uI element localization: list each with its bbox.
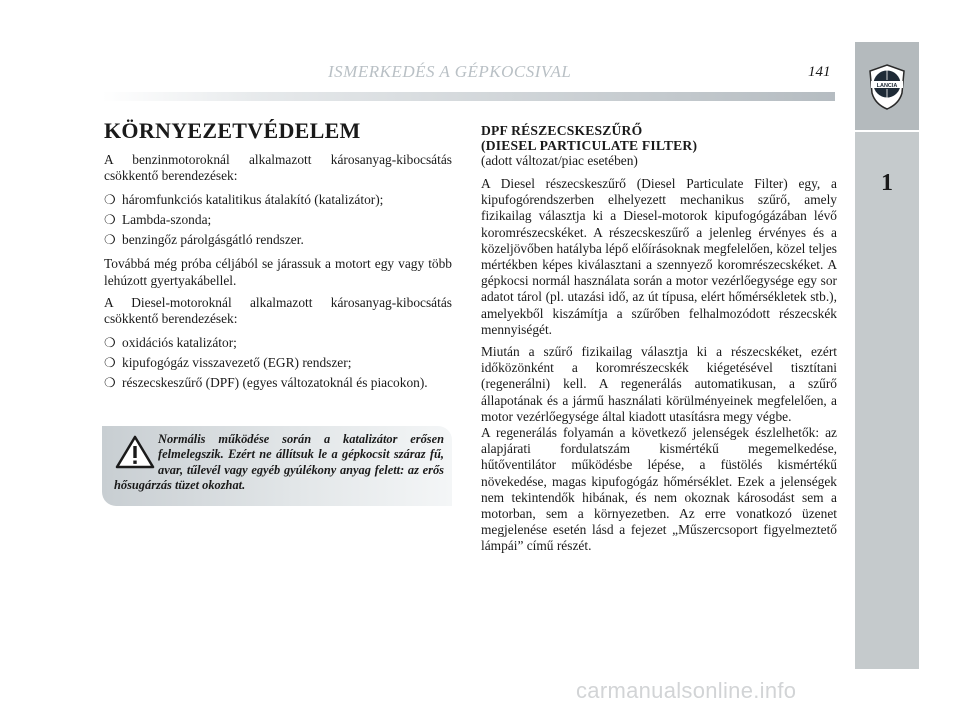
logo-text: LANCIA xyxy=(876,83,898,89)
watermark: carmanualsonline.info xyxy=(576,678,797,703)
side-tab-divider xyxy=(855,130,919,132)
dpf-title-line1: DPF RÉSZECSKESZŰRŐ xyxy=(481,123,643,138)
dpf-paragraph: A Diesel részecskeszűrő (Diesel Particulate Filter) egy, a kipufogórendszerben elhelyezett mechanikus szűrő, amely fizikailag választja ki a Diesel-motorok kipufogógázában lévő koromrészecskéket. A részecskeszűrő a jelenleg érvényes és a közeljövőben hatályba lépő előírásoknak megfelelően, közel teljes mértékben képes kiválasztani a szennyező koromrészecskéket. A gépkocsi normál használata során a motor vezérlőegysége egy sor adatot tárol (pl. utazási idő, az út típusa, elért hőmérsékletek stb.), amelyekből kiszámítja a szűrőben felhalmozódott részecskék mennyiségét. xyxy=(481,176,837,337)
dpf-title-line2: (DIESEL PARTICULATE FILTER) xyxy=(481,138,698,153)
bullet-icon: ❍ xyxy=(104,192,116,208)
bullet-icon: ❍ xyxy=(104,232,116,248)
header-rule xyxy=(102,92,835,101)
list-item: ❍ háromfunkciós katalitikus átalakító (katalizátor); xyxy=(104,190,452,210)
left-column xyxy=(104,118,452,399)
dpf-subtitle: (adott változat/piac esetében) xyxy=(481,153,638,168)
intro-diesel: A Diesel-motoroknál alkalmazott károsanyag-kibocsátás csökkentő berendezések: xyxy=(104,294,452,327)
list-item: ❍ Lambda-szonda; xyxy=(104,210,452,230)
bullet-icon: ❍ xyxy=(104,335,116,351)
logo-box xyxy=(855,42,919,130)
bullet-icon: ❍ xyxy=(104,375,116,391)
chapter-number: 1 xyxy=(881,170,893,196)
dpf-paragraph: A regenerálás folyamán a következő jelenségek észlelhetők: az alapjárati fordulatszám kismértékű megemelkedése, hűtőventilátor működésbe lépése, a füstölés kismértékű növekedése, magas kipufogógáz hőmérséklet. Ezek a jelenségek nem tekintendők hibának, és nem okoznak károsodást sem a motorban, sem a környezetben. Az erre vonatkozó üzenet megjelenése esetén lásd a fejezet „Műszercsoport figyelmeztető lámpái” című részét. xyxy=(481,425,837,554)
bullet-icon: ❍ xyxy=(104,212,116,228)
chapter-side-tab[interactable] xyxy=(855,42,919,669)
intro-petrol: A benzinmotoroknál alkalmazott károsanyag-kibocsátás csökkentő berendezések: xyxy=(104,152,452,184)
diesel-devices-list xyxy=(104,333,452,393)
list-item: ❍ kipufogógáz visszavezető (EGR) rendszer; xyxy=(104,353,452,373)
warning-box xyxy=(102,426,452,506)
page-header-title: ISMERKEDÉS A GÉPKOCSIVAL xyxy=(328,62,572,81)
warning-text: Normális működése során a katalizátor erősen felmelegszik. Ezért ne állítsuk le a gépkocsit száraz fű, avar, tűlevél vagy egyéb gyúlékony anyag felett: az erős hősugárzás tüzet okozhat. xyxy=(114,432,444,493)
list-item: ❍ benzingőz párolgásgátló rendszer. xyxy=(104,230,452,250)
list-item: ❍ oxidációs katalizátor; xyxy=(104,333,452,353)
section-title: KÖRNYEZETVÉDELEM xyxy=(104,118,361,143)
lancia-logo-icon xyxy=(866,63,908,111)
dpf-paragraph: Miután a szűrő fizikailag választja ki a részecskéket, ezért időközönként a koromrészecskék kiégetésével tisztítani (regenerálni) kell. A regenerálás automatikusan, a szűrő állapotának és a jármű használati körülményeinek megfelelően, a motor vezérlőegysége által kiadott utasításra megy végbe. xyxy=(481,344,837,424)
right-column xyxy=(481,123,837,561)
page-number: 141 xyxy=(808,64,831,80)
petrol-devices-list xyxy=(104,190,452,250)
list-item: ❍ részecskeszűrő (DPF) (egyes változatoknál és piacokon). xyxy=(104,373,452,393)
note-test: Továbbá még próba céljából se járassuk a motort egy vagy több lehúzott gyertyakábellel. xyxy=(104,256,452,288)
bullet-icon: ❍ xyxy=(104,355,116,371)
